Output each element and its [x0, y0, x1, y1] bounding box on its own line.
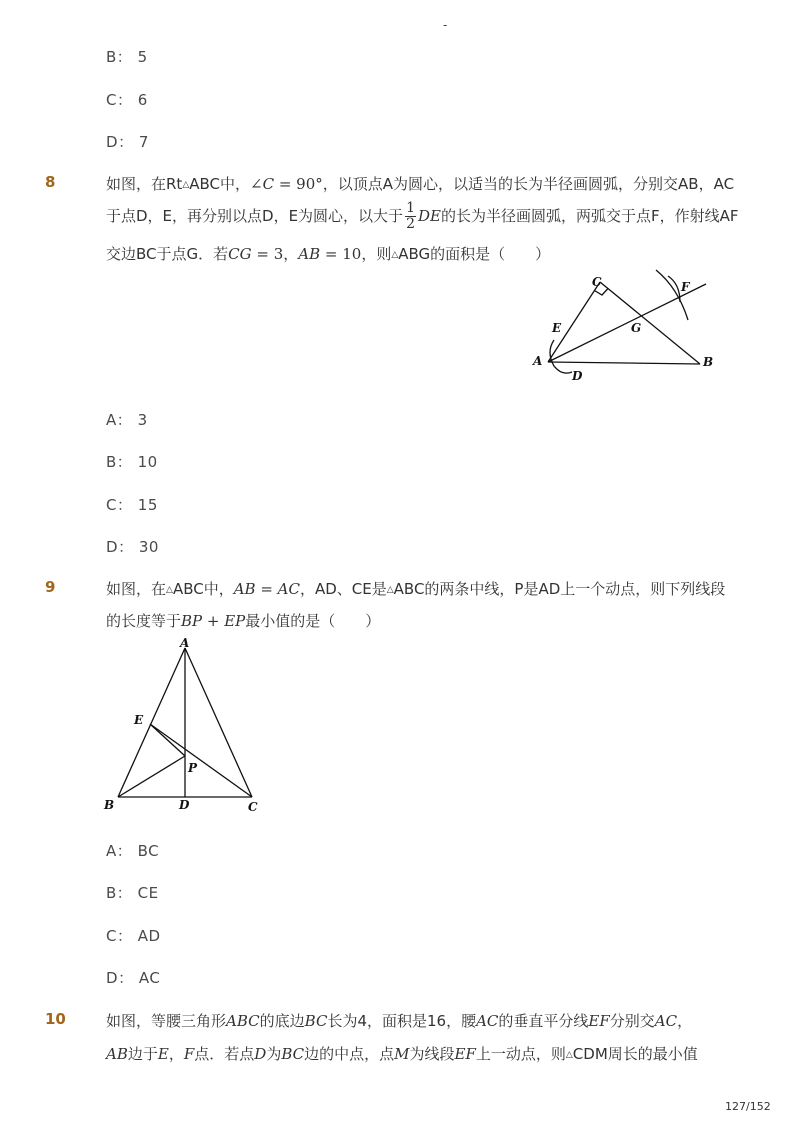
option-c-prev[interactable]: C： 6	[106, 91, 148, 109]
page-number: 127/152	[725, 1100, 771, 1113]
q8-text-line-1: 如图，在Rt△ABC中，∠C = 90°，以顶点A为圆心，以适当的长为半径画圆弧，分别交AB，AC	[106, 175, 735, 193]
q10-text-line-1: 如图，等腰三角形ABC的底边BC长为4，面积是16，腰AC的垂直平分线EF分别交AC，	[106, 1012, 693, 1030]
question-number-10: 10	[45, 1010, 66, 1028]
q8-option-a[interactable]: A： 3	[106, 411, 148, 429]
question-number-8: 8	[45, 173, 56, 191]
question-number-9: 9	[45, 578, 56, 596]
figure-label-d: D	[572, 369, 583, 383]
q8-figure	[528, 262, 718, 387]
fraction-one-half: $\frac{1}{2}$	[406, 200, 415, 232]
figure-label-a: A	[533, 354, 543, 368]
q10-text-line-2: AB边于E，F点．若点D为BC边的中点，点M为线段EF上一动点，则△CDM周长的最小值	[106, 1045, 698, 1063]
figure-label-e: E	[134, 713, 144, 727]
figure-label-f: F	[681, 280, 690, 294]
figure-label-b: B	[703, 355, 714, 369]
q9-option-c[interactable]: C： AD	[106, 927, 161, 945]
q9-text-line-2: 的长度等于BP + EP最小值的是（ ）	[106, 612, 381, 630]
q9-option-a[interactable]: A： BC	[106, 842, 160, 860]
figure-label-c: C	[248, 800, 258, 814]
q9-figure	[98, 632, 268, 817]
q8-option-d[interactable]: D： 30	[106, 538, 159, 556]
figure-label-p: P	[188, 761, 198, 775]
figure-label-d: D	[179, 798, 190, 812]
q9-option-b[interactable]: B： CE	[106, 884, 159, 902]
page-header-mark: -	[443, 18, 448, 32]
q8-text-line-3: 交边BC于点G．若CG = 3，AB = 10，则△ABG的面积是（ ）	[106, 245, 551, 263]
option-b-prev[interactable]: B： 5	[106, 48, 148, 66]
figure-label-e: E	[552, 321, 562, 335]
q8-text-line-2: 于点D，E，再分别以点D，E为圆心，以大于 $\frac{1}{2}$ DE的长为半径画圆弧，两弧交于点F，作射线AF	[106, 200, 739, 232]
q8-option-b[interactable]: B： 10	[106, 453, 158, 471]
figure-label-a: A	[180, 636, 190, 650]
figure-label-c: C	[592, 275, 602, 289]
option-d-prev[interactable]: D： 7	[106, 133, 149, 151]
q8-option-c[interactable]: C： 15	[106, 496, 158, 514]
figure-label-g: G	[631, 321, 642, 335]
q9-option-d[interactable]: D： AC	[106, 969, 161, 987]
q9-text-line-1: 如图，在△ABC中，AB = AC，AD、CE是△ABC的两条中线，P是AD上一个动点，则下列线段	[106, 580, 726, 598]
figure-label-b: B	[104, 798, 115, 812]
